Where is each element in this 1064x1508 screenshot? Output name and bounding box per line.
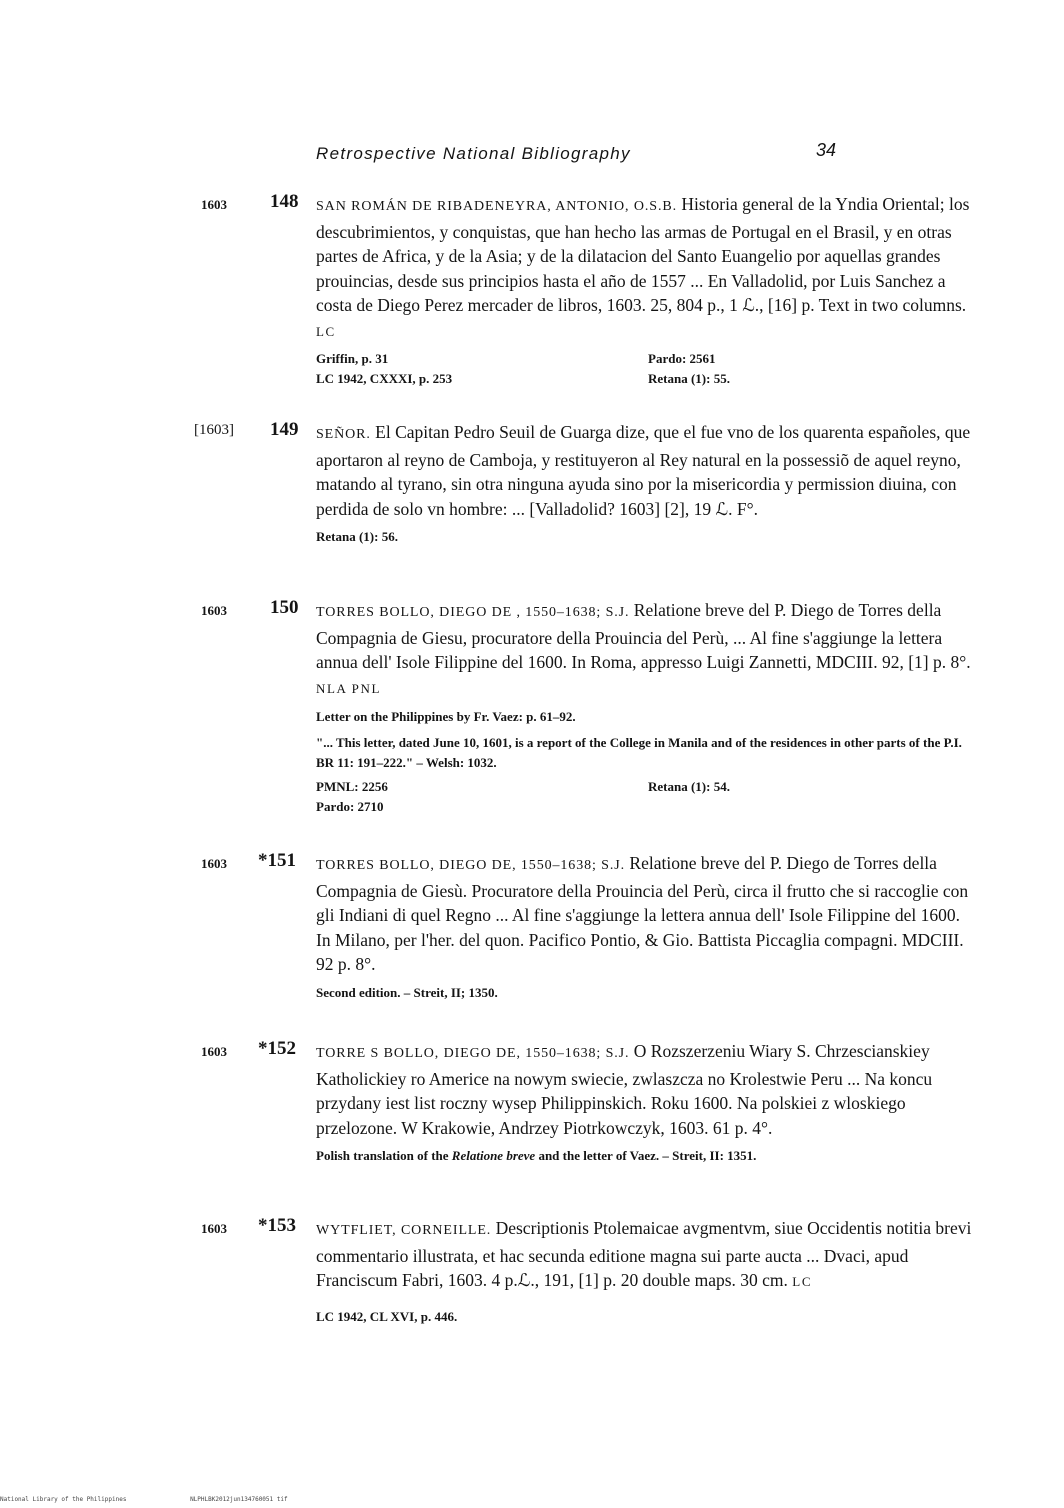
entry-citation	[316, 192, 976, 345]
entry-citation	[316, 420, 976, 521]
entry-text: Relatione breve del P. Diego de Torres della Compagnia de Giesù. Procuratore della Prouincia del Perù, circa il frutto che si raccoglie con gli Indiani di quel Regno ... Al fine s'aggiunge la lettera annua dell' Isole Filippine del 1600. In Milano, per l'her. del quon. Pacifico Pontio, & Gio. Battista Piccaglia compagni. MDCIII. 92 p. 8°.	[316, 853, 969, 975]
reference	[648, 797, 948, 817]
reference: Griffin, p. 31	[316, 350, 389, 366]
entry-body	[316, 1039, 976, 1166]
entry-number: 150	[270, 597, 299, 618]
entry-note: Retana (1): 56.	[316, 529, 398, 545]
entry-author: SEÑOR.	[316, 427, 371, 442]
entry-author: TORRES BOLLO, DIEGO DE , 1550–1638; S.J.	[316, 605, 630, 620]
entry-text: Relatione breve del P. Diego de Torres della Compagnia de Giesu, procuratore della Prouincia del Perù, ... Al fine s'aggiunge la lettera annua dell' Isole Filippine del 1600. In Roma, appresso Luigi Zannetti, MDCIII. 92, [1] p. 8°.	[316, 600, 971, 673]
note-text: and the letter of Vaez. – Streit, II: 1351.	[535, 1148, 757, 1164]
reference: Pardo: 2710	[316, 799, 384, 815]
entry-references	[316, 349, 976, 389]
note-title: Relatione breve	[451, 1148, 536, 1164]
entry-year: 1603	[201, 1044, 227, 1059]
entry-number: *152	[258, 1038, 296, 1059]
entry-text: Descriptionis Ptolemaicae avgmentvm, siue Occidentis notitia brevi commentario illustrata, et hac secunda editione magna sui parte aucta ... Dvaci, apud Franciscum Fabri, 1603. 4 p.ℒ., 191, [1] p. 20 double maps. 30 cm.	[316, 1218, 972, 1291]
entry-note: Second edition. – Streit, II; 1350.	[316, 984, 498, 1000]
entry-body	[316, 420, 976, 547]
entry-number: *153	[258, 1215, 296, 1236]
entry-year: 1603	[201, 197, 227, 212]
entry-note: "... This letter, dated June 10, 1601, is a report of the College in Manila and of the residences in other parts of the P.I. BR 11: 191–222." – Welsh: 1032.	[316, 735, 962, 771]
entry-body	[316, 1216, 976, 1327]
reference: Retana (1): 55.	[648, 370, 730, 386]
page-header-title: Retrospective National Bibliography	[316, 144, 631, 163]
entry-references	[316, 777, 976, 817]
entry-note	[316, 1146, 976, 1166]
reference: PMNL: 2256	[316, 779, 388, 795]
entry-holdings: LC	[792, 1274, 813, 1290]
reference: Retana (1): 54.	[648, 779, 730, 795]
reference: Pardo: 2561	[648, 350, 716, 366]
entry-note: LC 1942, CL XVI, p. 446.	[316, 1308, 458, 1324]
entry-year: [1603]	[194, 422, 234, 438]
entry-number: *151	[258, 850, 296, 871]
entry-year: 1603	[201, 856, 227, 871]
page-number: 34	[816, 140, 837, 160]
entry-number: 149	[270, 419, 299, 440]
entry-number: 148	[270, 191, 299, 212]
entry-text: O Rozszerzeniu Wiary S. Chrzescianskiey Katholickiey ro Americe na nowym swiecie, zwlaszcza no Krolestwie Peru ... Na koncu przydany iest list roczny wysep Philippinskich. Roku 1600. Na polskiei z wloskiego przelozone. W Krakowie, Andrzey Piotrkowczyk, 1603. 61 p. 4°.	[316, 1041, 933, 1138]
entry-author: TORRES BOLLO, DIEGO DE, 1550–1638; S.J.	[316, 858, 626, 873]
entry-author: WYTFLIET, CORNEILLE.	[316, 1223, 492, 1238]
entry-holdings: NLA PNL	[316, 680, 382, 696]
entry-body	[316, 851, 976, 1003]
scan-footer	[0, 1496, 348, 1503]
entry-note: Letter on the Philippines by Fr. Vaez: p. 61–92.	[316, 709, 576, 725]
entry-text: El Capitan Pedro Seuil de Guarga dize, que el fue vno de los quarenta españoles, que aportaron al reyno de Camboja, y restituyeron al Rey natural en la possessiõ de aquel reyno, matando al tyrano, sin otra ninguna ayuda sino por la misericordia y permission diuina, con perdida de solo vn hombre: ... [Valladolid? 1603] [2], 19 ℒ. F°.	[316, 422, 971, 519]
note-text: Polish translation of the	[316, 1148, 452, 1164]
footer-filename: NLPHLBK2012jun134760051 tif	[190, 1496, 288, 1503]
entry-citation	[316, 598, 976, 701]
entry-citation	[316, 851, 976, 977]
footer-library: National Library of the Philippines	[0, 1496, 127, 1503]
entry-holdings: LC	[316, 323, 336, 339]
entry-author: TORRE S BOLLO, DIEGO DE, 1550–1638; S.J.	[316, 1046, 630, 1061]
entry-text: Historia general de la Yndia Oriental; los descubrimientos, y conquistas, que han hecho las armas de Portugal en el Brasil, y en otras partes de Africa, y de la Asia; y de la dilatacion del Santo Euangelio por aquellas grandes prouincias, desde sus principios hasta el año de 1557 ... En Valladolid, por Luis Sanchez a costa de Diego Perez mercader de libros, 1603. 25, 804 p., 1 ℒ., [16] p. Text in two columns.	[316, 194, 970, 316]
entry-citation	[316, 1216, 976, 1295]
entry-year: 1603	[201, 603, 227, 618]
entry-author: SAN ROMÁN DE RIBADENEYRA, ANTONIO, O.S.B.	[316, 199, 677, 214]
reference: LC 1942, CXXXI, p. 253	[316, 370, 453, 386]
entry-year: 1603	[201, 1221, 227, 1236]
entry-citation	[316, 1039, 976, 1140]
entry-body	[316, 598, 976, 817]
entry-body	[316, 192, 976, 389]
